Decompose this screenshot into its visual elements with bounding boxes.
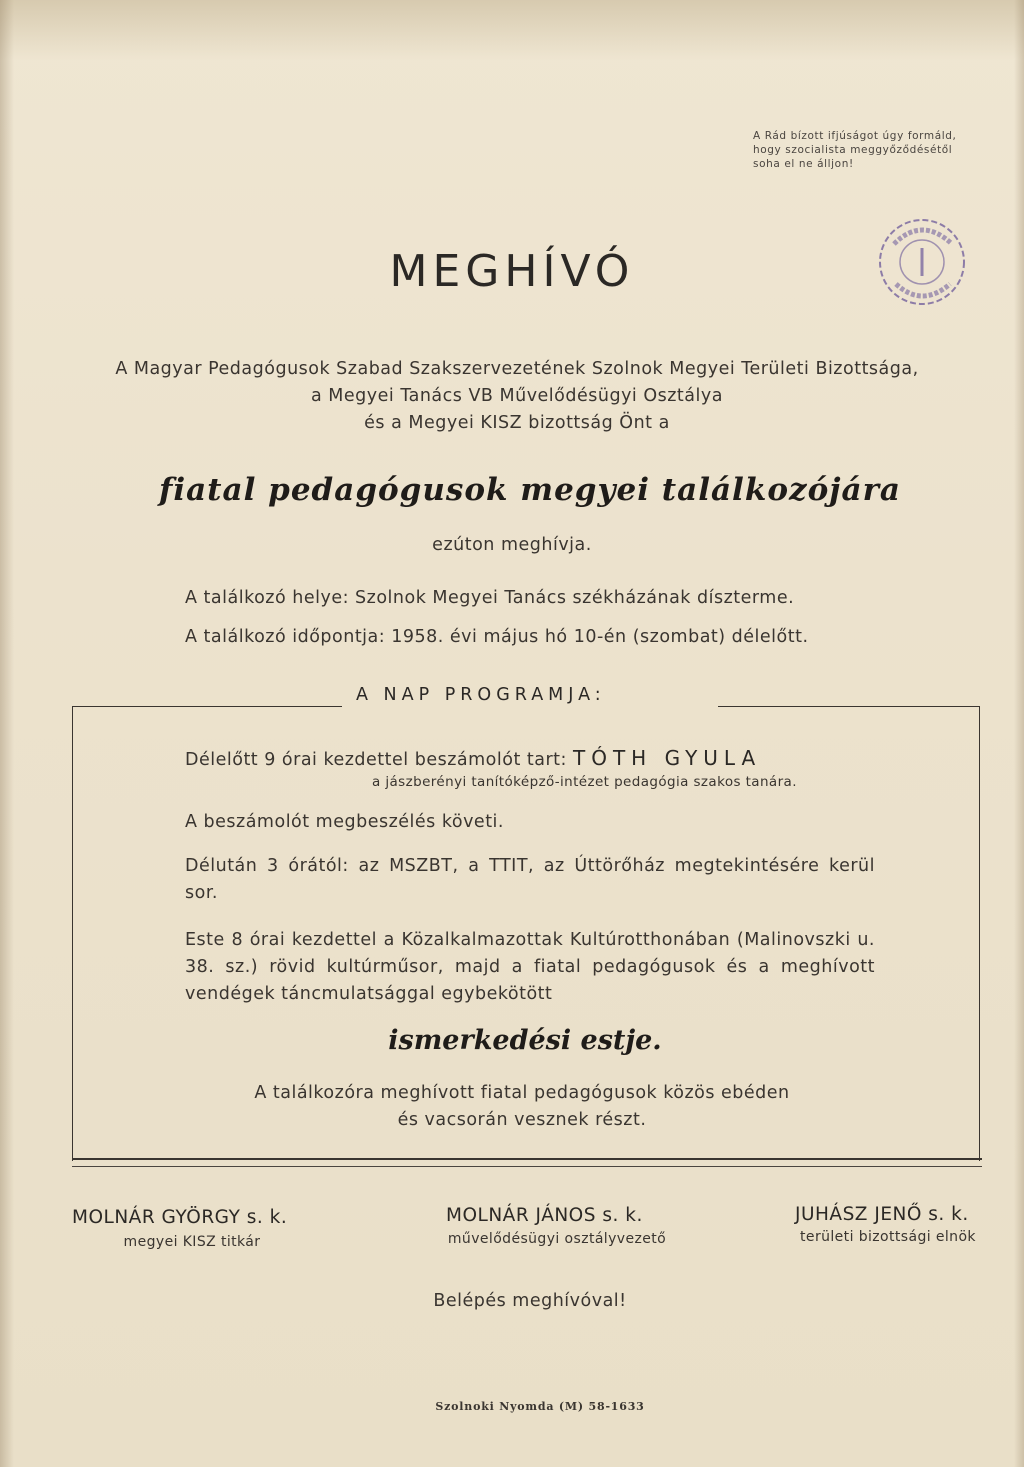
intro-paragraph xyxy=(40,356,994,437)
meals-paragraph xyxy=(0,1080,1024,1134)
intro-line-2: a Megyei Tanács VB Művelődésügyi Osztálya xyxy=(311,386,723,406)
paper-edge-left xyxy=(0,0,14,1467)
motto-line-1: A Rád bízott ifjúságot úgy formáld, xyxy=(753,130,957,142)
program-afternoon-paragraph: Délután 3 órától: az MSZBT, a TTIT, az Úttörőház megtekintésére kerül sor. xyxy=(185,856,875,903)
intro-line-1: A Magyar Pedagógusok Szabad Szakszervezetének Szolnok Megyei Területi Bizottsága, xyxy=(115,359,919,379)
invite-phrase: ezúton meghívja. xyxy=(432,535,592,555)
signature-1-name: MOLNÁR GYÖRGY s. k. xyxy=(72,1207,288,1228)
morning-text: Délelőtt 9 órai kezdettel beszámolót tart: xyxy=(185,750,567,770)
date-line: A találkozó időpontja: 1958. évi május hó 10-én (szombat) délelőtt. xyxy=(185,627,809,647)
printer-imprint: Szolnoki Nyomda (M) 58-1633 xyxy=(435,1400,645,1413)
program-discussion-line: A beszámolót megbeszélés követi. xyxy=(185,812,504,832)
program-morning-line xyxy=(185,746,761,770)
signature-3-title: területi bizottsági elnök xyxy=(800,1229,976,1245)
signature-1-title: megyei KISZ titkár xyxy=(123,1234,261,1250)
entry-note: Belépés meghívóval! xyxy=(433,1291,627,1311)
program-evening-paragraph: Este 8 órai kezdettel a Közalkalmazottak Kultúrotthonában (Malinovszki u. 38. sz.) rövid kultúrműsor, majd a fiatal pedagógusok és a meghívott vendégek táncmulatsággal egybekötött xyxy=(185,930,875,1004)
paper-fold-shading xyxy=(0,0,1024,60)
signature-2-name: MOLNÁR JÁNOS s. k. xyxy=(446,1205,643,1226)
motto-line-3: soha el ne álljon! xyxy=(753,158,854,170)
signature-3-name: JUHÁSZ JENŐ s. k. xyxy=(795,1204,969,1225)
event-headline: fiatal pedagógusok megyei találkozójára xyxy=(158,472,901,508)
program-box-bottom-rule xyxy=(72,1158,982,1167)
venue-line: A találkozó helye: Szolnok Megyei Tanács székházának díszterme. xyxy=(185,588,795,608)
evening-event-title: ismerkedési estje. xyxy=(388,1025,662,1056)
speaker-name: TÓTH GYULA xyxy=(573,746,762,770)
signature-2-title: művelődésügyi osztályvezető xyxy=(447,1231,667,1247)
meals-line-1: A találkozóra meghívott fiatal pedagógusok közös ebéden xyxy=(254,1083,790,1103)
motto xyxy=(753,129,983,171)
program-heading-label: A NAP PROGRAMJA: xyxy=(356,685,606,705)
intro-line-3: és a Megyei KISZ bizottság Önt a xyxy=(364,413,670,433)
speaker-role: a jászberényi tanítóképző-intézet pedagógia szakos tanára. xyxy=(372,774,797,790)
motto-line-2: hogy szocialista meggyőződésétől xyxy=(753,144,953,156)
meals-line-2: és vacsorán vesznek részt. xyxy=(397,1110,647,1130)
paper-edge-right xyxy=(1014,0,1024,1467)
page-title: MEGHÍVÓ xyxy=(389,246,635,297)
